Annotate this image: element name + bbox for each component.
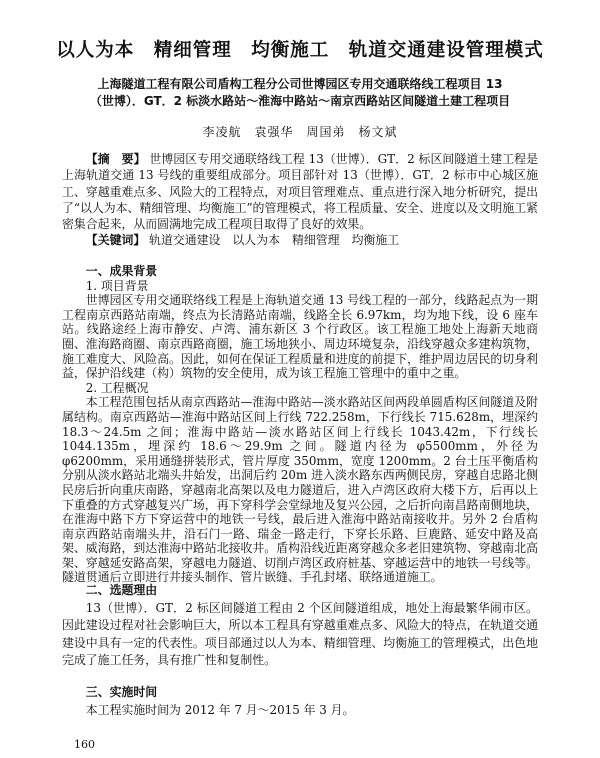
subtitle-line: 上海隧道工程有限公司盾构工程分公司世博园区专用交通联络线工程项目 13 [97,77,503,91]
abstract-label: 【摘 要】 [85,152,146,166]
section-heading: 三、实施时间 [85,685,158,699]
abstract-text: 世博园区专用交通联络线工程 13（世博）．GT．2 标区间隧道土建工程是上海轨道交通 13 号线的重要组成部分。项目部针对 13（世博）．GT．2 标市中心城区施工、穿越重难点多、风险大的工程特点，对项目管理难点、重点进行深入地分析研究，提出了“以人为本、精细管理、均衡施工”的管理模式，将工程质量、安全、进度以及文明施工紧密集合起来，从而圆满地完成工程项目取得了良好的效果。 [62,152,538,232]
authors: 李凌航 袁强华 周国弟 杨文斌 [202,125,398,139]
paragraph: 世博园区专用交通联络线工程是上海轨道交通 13 号线工程的一部分，线路起点为一期工程南京西路站南端，终点为长清路站南端，线路全长 6.97km，均为地下线，设 6 座车站。线路途经上海市静安、卢湾、浦东新区 3 个行政区。该工程施工地处上海新天地商圈、淮海路商圈、南京西路商圈，施工场地狭小、周边环境复杂，沿线穿越众多建构筑物，施工难度大、风险高。因此，如何在保证工程质量和进度的前提下，维护周边居民的切身利益，保护沿线建（构）筑物的安全使用，成为该工程施工管理中的重中之重。 [62,293,538,381]
keyword: 以人为本 [232,233,280,248]
keywords [62,232,538,248]
subtitle [70,76,530,110]
page-title: 以人为本 精细管理 均衡施工 轨道交通建设管理模式 [56,40,544,61]
section-timeline [62,684,538,719]
paragraph: 13（世博）．GT．2 标区间隧道工程由 2 个区间隧道组成，地处上海最繁华闹市区。因此建设过程对社会影响巨大，所以本工程具有穿越重难点多、风险大的特点，在轨道交通建设中具有一定的代表性。项目部通过以人为本、精细管理、均衡施工的管理模式，出色地完成了施工任务，具有推广性和复制性。 [62,600,538,668]
page-number: 160 [74,738,95,751]
paragraph: 本工程实施时间为 2012 年 7 月～2015 年 3 月。 [85,702,355,717]
keyword: 精细管理 [291,233,340,248]
subsection-heading: 1. 项目背景 [85,278,149,293]
section-heading: 一、成果背景 [85,264,158,278]
keyword: 均衡施工 [351,233,400,248]
section-heading: 二、选题理由 [85,583,158,597]
subsection-heading: 2. 工程概况 [85,380,149,395]
abstract [62,151,538,249]
paragraph: 本工程范围包括从南京西路站—淮海中路站—淡水路站区间两段单圆盾构区间隧道及附属结构。南京西路站—淮海中路站区间上行线 722.258m，下行线长 715.628m，埋深约 18.3～24.5m 之间；淮海中路站—淡水路站区间上行线长 1043.42m，下行线长 1044.135m，埋深约 18.6～29.9m 之间。隧道内径为 φ5500mm，外径为 φ6200mm，采用通缝拼装形式，管片厚度 350mm，宽度 1200mm。2 台土压平衡盾构分别从淡水路站北端头井始发，出洞后约 20m 进入淡水路东西两侧民房，穿越自忠路北侧民房后折向重庆南路，穿越南北高架以及电力隧道后，进入卢湾区政府大楼下方，后再以上下重叠的方式穿越复兴广场，再下穿科学会堂绿地及复兴公园，之后折向南昌路南侧地块，在淮海中路下方下穿运营中的地铁一号线，最后进入淮海中路站南接收井。另外 2 台盾构南京西路站南端头井，沿石门一路、瑞金一路走行，下穿长乐路、巨鹿路、延安中路及高架、威海路，到达淮海中路站北接收井。盾构沿线近距离穿越众多老旧建筑物、穿越南北高架、穿越延安路高架，穿越电力隧道、切削卢湾区政府桩基、穿越运营中的地铁一号线等。隧道贯通后立即进行井接头制作、管片嵌缝、手孔封堵、联络通道施工。 [62,395,538,585]
keyword: 轨道交通建设 [149,233,221,248]
keywords-label: 【关键词】 [85,233,146,248]
section-rationale [62,582,538,670]
section-background [62,264,538,585]
subtitle-line: （世博）．GT．2 标淡水路站～淮海中路站～南京西路站区间隧道土建工程项目 [89,94,511,108]
